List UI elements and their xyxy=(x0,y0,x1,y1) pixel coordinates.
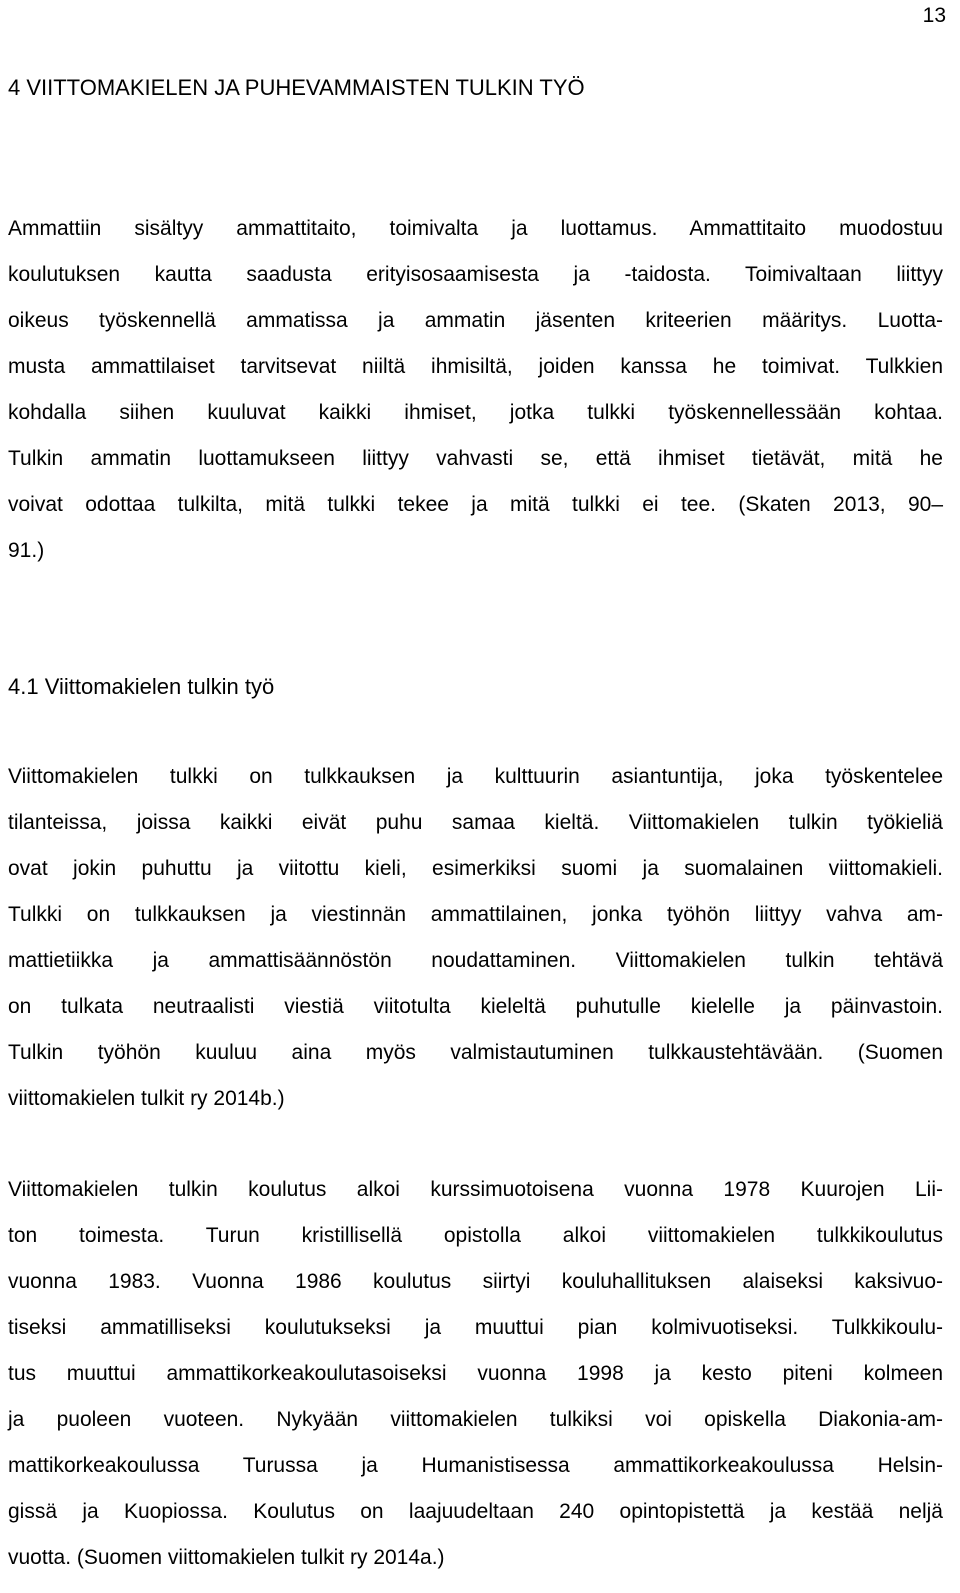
text-line: tilanteissa, joissa kaikki eivät puhu samaa kieltä. Viittomakielen tulkin työkieliä xyxy=(8,811,943,834)
text-line: vuonna 1983. Vuonna 1986 koulutus siirtyi kouluhallituksen alaiseksi kaksivuo- xyxy=(8,1270,943,1293)
text-line: 91.) xyxy=(8,539,45,562)
text-line: koulutuksen kautta saadusta erityisosaamisesta ja -taidosta. Toimivaltaan liittyy xyxy=(8,263,943,286)
text-line: Viittomakielen tulkki on tulkkauksen ja kulttuurin asiantuntija, joka työskentelee xyxy=(8,765,943,788)
text-line: ja puoleen vuoteen. Nykyään viittomakielen tulkiksi voi opiskella Diakonia-am- xyxy=(8,1408,943,1431)
paragraph-3 xyxy=(8,1167,943,1581)
text-line: vuotta. (Suomen viittomakielen tulkit ry 2014a.) xyxy=(8,1546,445,1569)
text-line: Tulkin työhön kuuluu aina myös valmistautuminen tulkkaustehtävään. (Suomen xyxy=(8,1041,943,1064)
text-line: voivat odottaa tulkilta, mitä tulkki tekee ja mitä tulkki ei tee. (Skaten 2013, 90– xyxy=(8,493,943,516)
paragraph-1 xyxy=(8,206,943,574)
section-heading: 4.1 Viittomakielen tulkin työ xyxy=(8,674,275,699)
text-line: oikeus työskennellä ammatissa ja ammatin jäsenten kriteerien määritys. Luotta- xyxy=(8,309,943,332)
text-line: kohdalla siihen kuuluvat kaikki ihmiset, jotka tulkki työskennellessään kohtaa. xyxy=(8,401,943,424)
text-line: mattietiikka ja ammattisäännöstön noudattaminen. Viittomakielen tulkin tehtävä xyxy=(8,949,943,972)
paragraph-2 xyxy=(8,754,943,1122)
text-line: tiseksi ammatilliseksi koulutukseksi ja muuttui pian kolmivuotiseksi. Tulkkikoulu- xyxy=(8,1316,943,1339)
text-line: on tulkata neutraalisti viestiä viitotulta kieleltä puhutulle kielelle ja päinvastoin. xyxy=(8,995,943,1018)
text-line: Tulkki on tulkkauksen ja viestinnän ammattilainen, jonka työhön liittyy vahva am- xyxy=(8,903,943,926)
text-line: Ammattiin sisältyy ammattitaito, toimivalta ja luottamus. Ammattitaito muodostuu xyxy=(8,217,943,240)
text-line: Tulkin ammatin luottamukseen liittyy vahvasti se, että ihmiset tietävät, mitä he xyxy=(8,447,943,470)
page-number: 13 xyxy=(922,4,946,27)
text-line: tus muuttui ammattikorkeakoulutasoiseksi vuonna 1998 ja kesto piteni kolmeen xyxy=(8,1362,943,1385)
chapter-heading: 4 VIITTOMAKIELEN JA PUHEVAMMAISTEN TULKIN TYÖ xyxy=(8,75,585,100)
text-line: mattikorkeakoulussa Turussa ja Humanistisessa ammattikorkeakoulussa Helsin- xyxy=(8,1454,943,1477)
text-line: gissä ja Kuopiossa. Koulutus on laajuudeltaan 240 opintopistettä ja kestää neljä xyxy=(8,1500,943,1523)
text-line: viittomakielen tulkit ry 2014b.) xyxy=(8,1087,285,1110)
text-line: musta ammattilaiset tarvitsevat niiltä ihmisiltä, joiden kanssa he toimivat. Tulkkien xyxy=(8,355,943,378)
text-line: Viittomakielen tulkin koulutus alkoi kurssimuotoisena vuonna 1978 Kuurojen Lii- xyxy=(8,1178,943,1201)
text-line: ovat jokin puhuttu ja viitottu kieli, esimerkiksi suomi ja suomalainen viittomakieli. xyxy=(8,857,943,880)
text-line: ton toimesta. Turun kristillisellä opistolla alkoi viittomakielen tulkkikoulutus xyxy=(8,1224,943,1247)
